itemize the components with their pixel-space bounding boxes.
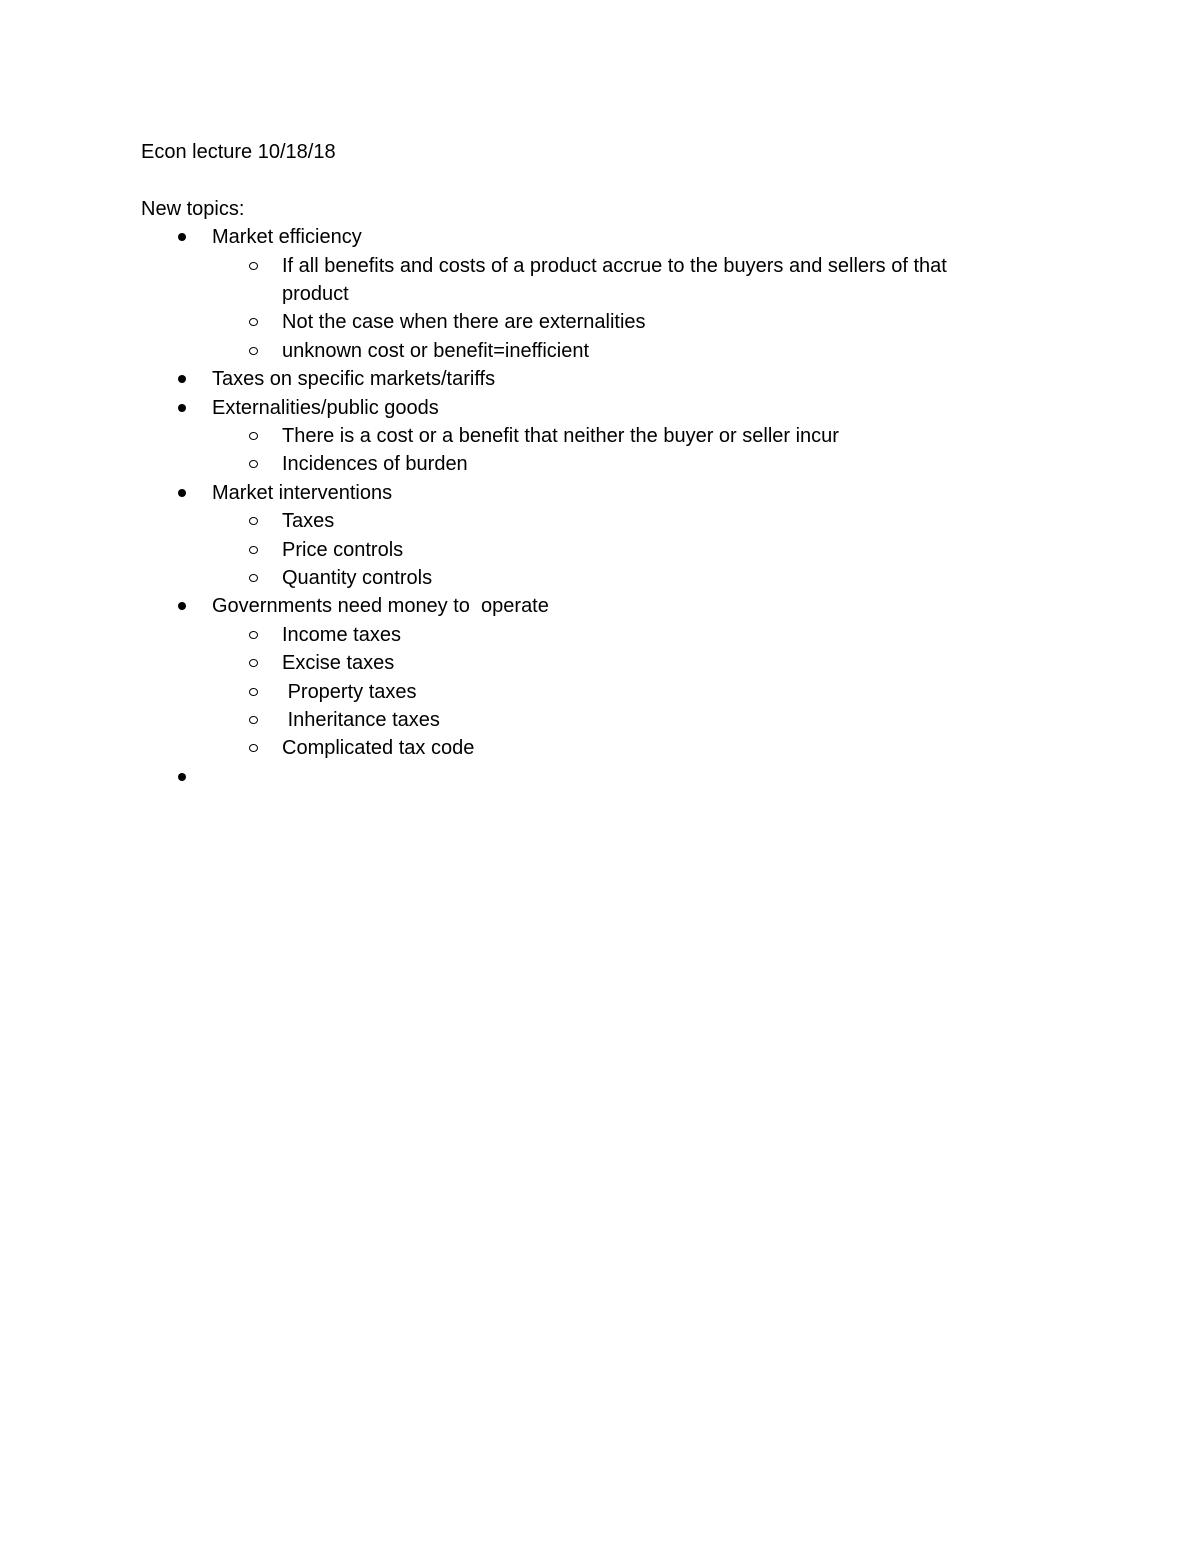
- topic-list: [141, 223, 1041, 791]
- subtopic-item: [141, 678, 1041, 706]
- subtopic-item: [141, 252, 1041, 309]
- subtopic-text: Income taxes: [282, 623, 401, 646]
- subtopic-item: [141, 564, 1041, 592]
- subtopic-list: [212, 422, 1041, 479]
- subtopic-text: Incidences of burden: [282, 453, 468, 476]
- topic-text: Taxes on specific markets/tariffs: [212, 368, 496, 391]
- topic-item: [141, 592, 1041, 762]
- subtopic-text: Price controls: [282, 538, 404, 561]
- bullet-circle-icon: [249, 659, 258, 667]
- subtopic-text: Inheritance taxes: [282, 709, 440, 732]
- bullet-circle-icon: [249, 688, 258, 696]
- subtopic-list: [212, 507, 1041, 592]
- subtopic-text: There is a cost or a benefit that neither the buyer or seller incur: [282, 425, 839, 448]
- bullet-circle-icon: [249, 262, 258, 270]
- topic-text: Externalities/public goods: [212, 396, 439, 419]
- topic-text: Market interventions: [212, 481, 393, 504]
- bullet-circle-icon: [249, 318, 258, 326]
- document-body: [141, 138, 1041, 791]
- bullet-disc-icon: [178, 404, 186, 412]
- subtopic-text: Taxes: [282, 510, 335, 533]
- topic-item: [141, 394, 1041, 479]
- subtopic-item: [141, 507, 1041, 535]
- blank-line: [141, 166, 1041, 194]
- bullet-circle-icon: [249, 744, 258, 752]
- bullet-disc-icon: [178, 773, 186, 781]
- subtopic-item: [141, 337, 1041, 365]
- bullet-circle-icon: [249, 546, 258, 554]
- subtopic-item: [141, 649, 1041, 677]
- subtopic-text: Excise taxes: [282, 652, 395, 675]
- topic-text: Market efficiency: [212, 226, 362, 249]
- subtopic-item: [141, 621, 1041, 649]
- topic-item: [141, 223, 1041, 365]
- topic-text: Governments need money to operate: [212, 595, 549, 618]
- intro-text: New topics:: [141, 197, 245, 220]
- subtopic-item: [141, 308, 1041, 336]
- subtopic-item: [141, 706, 1041, 734]
- bullet-circle-icon: [249, 432, 258, 440]
- bullet-circle-icon: [249, 347, 258, 355]
- topic-item: [141, 763, 1041, 791]
- subtopic-text: If all benefits and costs of a product accrue to the buyers and sellers of that product: [282, 254, 953, 305]
- subtopic-item: [141, 422, 1041, 450]
- subtopic-text: Quantity controls: [282, 567, 433, 590]
- bullet-disc-icon: [178, 375, 186, 383]
- subtopic-list: [212, 252, 1041, 366]
- subtopic-item: [141, 734, 1041, 762]
- topic-text: [212, 763, 1041, 791]
- bullet-disc-icon: [178, 602, 186, 610]
- subtopic-list: [212, 621, 1041, 763]
- document-title: Econ lecture 10/18/18: [141, 141, 336, 163]
- bullet-disc-icon: [178, 489, 186, 497]
- bullet-circle-icon: [249, 631, 258, 639]
- bullet-circle-icon: [249, 517, 258, 525]
- subtopic-text: Property taxes: [282, 680, 417, 703]
- subtopic-text: Complicated tax code: [282, 737, 475, 760]
- topic-item: [141, 365, 1041, 393]
- subtopic-text: Not the case when there are externalities: [282, 311, 646, 334]
- bullet-disc-icon: [178, 233, 186, 241]
- topic-item: [141, 479, 1041, 593]
- subtopic-item: [141, 450, 1041, 478]
- subtopic-text: unknown cost or benefit=inefficient: [282, 339, 590, 362]
- bullet-circle-icon: [249, 460, 258, 468]
- bullet-circle-icon: [249, 716, 258, 724]
- bullet-circle-icon: [249, 574, 258, 582]
- subtopic-item: [141, 536, 1041, 564]
